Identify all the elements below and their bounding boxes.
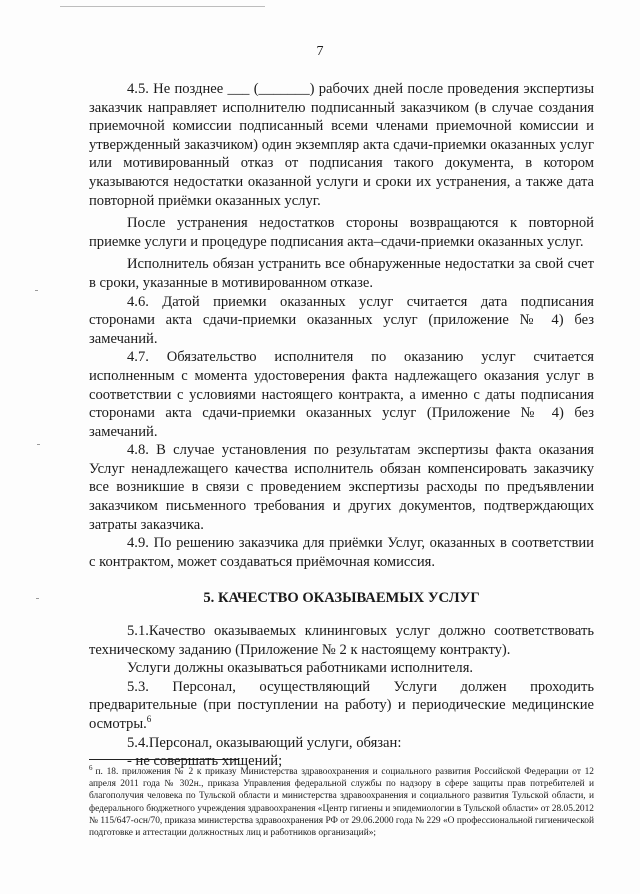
footnote-text: п. 18. приложения № 2 к приказу Министерства здравоохранения и социального развития Российской Федерации от 12 апреля 2011 года № 302н., приказа Управления федеральной службы по надзору в сфере защиты прав потребителей и благополучия человека по Тульской области и министерства здравоохранения и социального развития Тульской области, и федерального бюджетного учреждения здравоохранения «Центр гигиены и эпидемиологии в Тульской области» от 28.05.2012 № 115/647-осн/70, приказа министерства здравоохранения РФ от 29.06.2000 года № 229 «О профессиональной гигиенической подготовке и аттестации должностных лиц и работников организаций»; [89, 767, 594, 839]
paragraph-4-6: 4.6. Датой приемки оказанных услуг считается дата подписания сторонами акта сдачи-приемки оказанных услуг (приложение № 4) без замечаний. [89, 293, 594, 347]
list-item: - не совершать хищений; [127, 753, 283, 770]
document-body [89, 80, 594, 771]
section-heading: 5. КАЧЕСТВО ОКАЗЫВАЕМЫХ УСЛУГ [203, 590, 480, 607]
paragraph-defect-fix: Исполнитель обязан устранить все обнаруженные недостатки за свой счет в сроки, указанные в мотивированном отказе. [89, 256, 594, 291]
paragraph-5-3-text: 5.3. Персонал, осуществляющий Услуги должен проходить предварительные (при поступлении на работу) и периодические медицинские осмотры. [89, 678, 594, 732]
scan-speck [37, 444, 40, 445]
paragraph-5-4: 5.4.Персонал, оказывающий услуги, обязан: [127, 734, 402, 751]
paragraph-4-5: 4.5. Не позднее ___ (_______) рабочих дней после проведения экспертизы заказчик направляет исполнителю подписанный заказчиком (в случае создания приемочной комиссии подписанный всеми членами приемочной комиссии и утвержденный заказчиком) один экземпляр акта сдачи-приемки оказанных услуг или мотивированный отказ от подписания такого документа, в котором указываются недостатки оказанной услуги и сроки их устранения, а также дата повторной приёмки оказанных услуг. [89, 81, 594, 209]
paragraph-repeat-acceptance: После устранения недостатков стороны возвращаются к повторной приемке услуги и процедуре подписания акта–сдачи-приемки оказанных услуг. [89, 215, 594, 250]
top-edge-line [60, 6, 265, 7]
footnote-divider [89, 759, 239, 760]
page-number: 7 [316, 44, 324, 59]
paragraph-5-3 [89, 678, 594, 734]
scan-speck [35, 290, 38, 291]
footnote-mark: 6 [89, 763, 93, 772]
footnote-reference[interactable]: 6 [146, 714, 152, 725]
scan-speck [36, 598, 39, 599]
paragraph-5-1: 5.1.Качество оказываемых клининговых услуг должно соответствовать техническому заданию (Приложение № 2 к настоящему контракту). [89, 623, 594, 658]
paragraph-4-8: 4.8. В случае установления по результатам экспертизы факта оказания Услуг ненадлежащего качества исполнитель обязан компенсировать заказчику все возникшие в связи с проведением экспертизы расходы по предъявлении заказчиком письменного требования и других документов, подтверждающих затраты заказчика. [89, 442, 594, 533]
paragraph-4-9: 4.9. По решению заказчика для приёмки Услуг, оказанных в соответствии с контрактом, может создаваться приёмочная комиссия. [89, 535, 594, 570]
footnote [89, 763, 594, 839]
paragraph-4-7: 4.7. Обязательство исполнителя по оказанию услуг считается исполненным с момента удостоверения факта надлежащего оказания услуг в соответствии с условиями настоящего контракта, а именно с даты подписания сторонами акта сдачи-приемки оказанных услуг (Приложение № 4) без замечаний. [89, 349, 594, 440]
paragraph-5-2: Услуги должны оказываться работниками исполнителя. [127, 660, 474, 677]
